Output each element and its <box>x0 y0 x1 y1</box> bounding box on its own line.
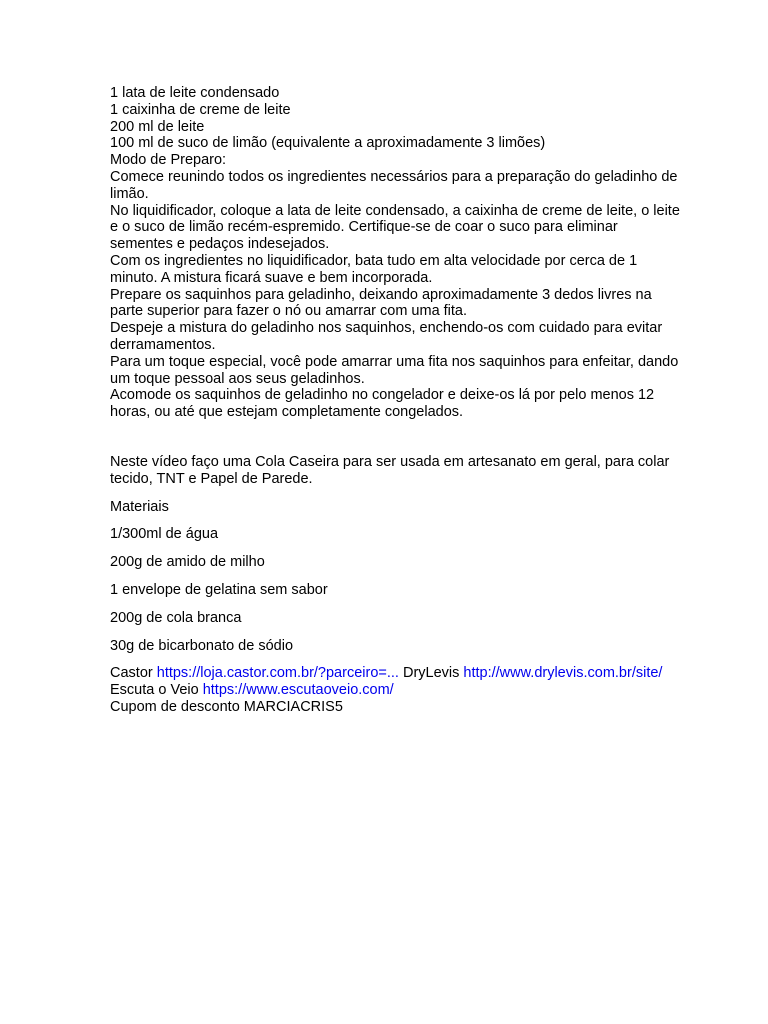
material-item: 200g de cola branca <box>110 609 242 626</box>
ingredient-line: 1 caixinha de creme de leite <box>110 101 291 118</box>
material-item: 1/300ml de água <box>110 526 219 543</box>
glue-intro: Neste vídeo faço uma Cola Caseira para ser usada em artesanato em geral, para colar tecido, TNT e Papel de Parede. <box>110 453 670 487</box>
step-paragraph: Prepare os saquinhos para geladinho, deixando aproximadamente 3 dedos livres na parte superior para fazer o nó ou amarrar com uma fita. <box>110 286 652 320</box>
ingredient-line: 100 ml de suco de limão (equivalente a aproximadamente 3 limões) <box>110 135 546 152</box>
material-item: 30g de bicarbonato de sódio <box>110 637 294 654</box>
ingredient-line: 200 ml de leite <box>110 118 205 135</box>
step-paragraph: Acomode os saquinhos de geladinho no congelador e deixe-os lá por pelo menos 12 horas, ou até que estejam completamente congelados. <box>110 387 655 421</box>
step-paragraph: No liquidificador, coloque a lata de leite condensado, a caixinha de creme de leite, o leite e o suco de limão recém-espremido. Certifique-se de coar o suco para eliminar sementes e pedaços indesejados. <box>110 202 680 253</box>
recipe-section <box>110 85 680 421</box>
escuta-label: Escuta o Veio <box>110 682 199 699</box>
step-paragraph: Despeje a mistura do geladinho nos saquinhos, enchendo-os com cuidado para evitar derramamentos. <box>110 320 663 353</box>
material-item: 1 envelope de gelatina sem sabor <box>110 581 328 598</box>
ingredient-line: 1 lata de leite condensado <box>110 85 280 101</box>
glue-section <box>110 454 680 716</box>
materials-heading: Materiais <box>110 498 169 515</box>
method-heading: Modo de Preparo: <box>110 152 227 169</box>
document-page <box>110 85 680 727</box>
drylevis-label: DryLevis <box>402 665 460 682</box>
castor-label: Castor <box>110 665 153 682</box>
material-item: 200g de amido de milho <box>110 554 265 571</box>
step-paragraph: Com os ingredientes no liquidificador, bata tudo em alta velocidade por cerca de 1 minuto. A mistura ficará suave e bem incorporada. <box>110 252 638 286</box>
links-paragraph <box>110 665 680 699</box>
step-paragraph: Para um toque especial, você pode amarrar uma fita nos saquinhos para enfeitar, dando um toque pessoal aos seus geladinhos. <box>110 353 679 387</box>
escuta-link[interactable]: https://www.escutaoveio.com/ <box>202 682 394 699</box>
step-paragraph: Comece reunindo todos os ingredientes necessários para a preparação do geladinho de limão. <box>110 168 678 202</box>
coupon-line: Cupom de desconto MARCIACRIS5 <box>110 698 343 715</box>
drylevis-link[interactable]: http://www.drylevis.com.br/site/ <box>463 665 663 682</box>
castor-link[interactable]: https://loja.castor.com.br/?parceiro=... <box>156 665 399 682</box>
